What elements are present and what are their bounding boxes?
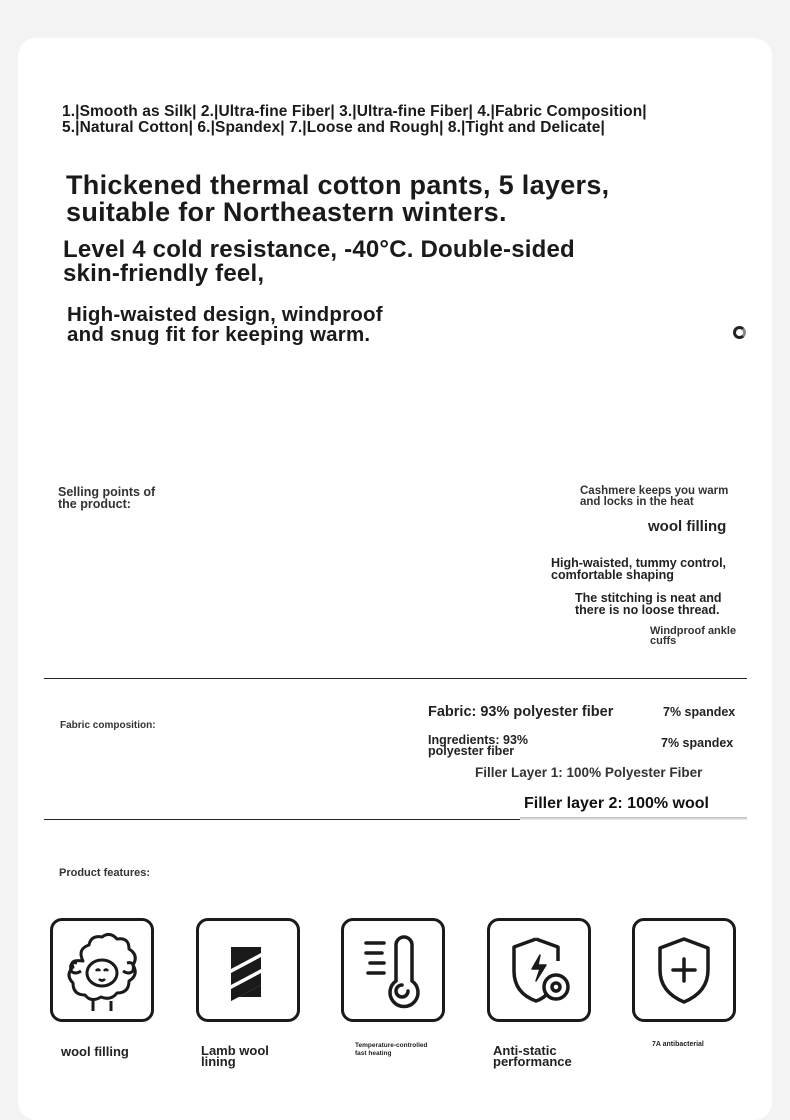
thermometer-icon [344, 921, 442, 1019]
feature-wool-filling [50, 918, 154, 1022]
product-features-label: Product features: [59, 867, 151, 879]
headline-cold-resistance: Level 4 cold resistance, -40°C. Double-sided skin-friendly feel, [63, 236, 575, 287]
selling-point-wool-filling: wool filling [648, 518, 727, 535]
selling-point-high-waisted: High-waisted, tummy control, comfortable shaping [551, 556, 727, 582]
feature-label-temperature: Temperature-controlled fast heating [355, 1042, 428, 1057]
selling-point-stitching: The stitching is neat and there is no loose thread. [575, 591, 722, 617]
sheep-icon [53, 921, 151, 1019]
divider-bottom [44, 819, 520, 820]
selling-point-ankle-cuffs: Windproof ankle cuffs [650, 625, 737, 647]
divider-top [44, 678, 747, 679]
feature-lamb-wool-lining [196, 918, 300, 1022]
features-list: 1.|Smooth as Silk| 2.|Ultra-fine Fiber| 3.|Ultra-fine Fiber| 4.|Fabric Composition| 5.|Natural Cotton| 6.|Spandex| 7.|Loose and Rough| 8.|Tight and Delicate| [62, 103, 647, 136]
filler-layer-1: Filler Layer 1: 100% Polyester Fiber [475, 765, 703, 780]
antibacterial-shield-icon [635, 921, 733, 1019]
selling-points-label: Selling points of the product: [58, 485, 156, 511]
headline-high-waisted: High-waisted design, windproof and snug fit for keeping warm. [67, 303, 383, 346]
fabric-spandex: 7% spandex [663, 705, 736, 719]
fabric-composition-label: Fabric composition: [60, 720, 156, 731]
selling-point-cashmere: Cashmere keeps you warm and locks in the heat [580, 485, 729, 508]
fabric-polyester: Fabric: 93% polyester fiber [428, 704, 614, 720]
feature-label-antibacterial: 7A antibacterial [652, 1041, 704, 1048]
loading-spinner-icon [733, 326, 746, 339]
feature-anti-static [487, 918, 591, 1022]
anti-static-shield-icon [490, 921, 588, 1019]
lamb-wool-lining-icon [199, 921, 297, 1019]
ingredients-spandex: 7% spandex [661, 736, 734, 750]
feature-label-wool-filling: wool filling [61, 1044, 129, 1059]
feature-antibacterial [632, 918, 736, 1022]
feature-label-lamb-wool: Lamb wool lining [201, 1043, 269, 1069]
feature-temperature-heating [341, 918, 445, 1022]
feature-label-anti-static: Anti-static performance [493, 1043, 572, 1069]
ingredients-polyester: Ingredients: 93% polyester fiber [428, 733, 529, 758]
headline-title: Thickened thermal cotton pants, 5 layers, suitable for Northeastern winters. [66, 170, 610, 227]
filler-layer-2: Filler layer 2: 100% wool [524, 795, 709, 812]
filler-underline [520, 817, 747, 820]
